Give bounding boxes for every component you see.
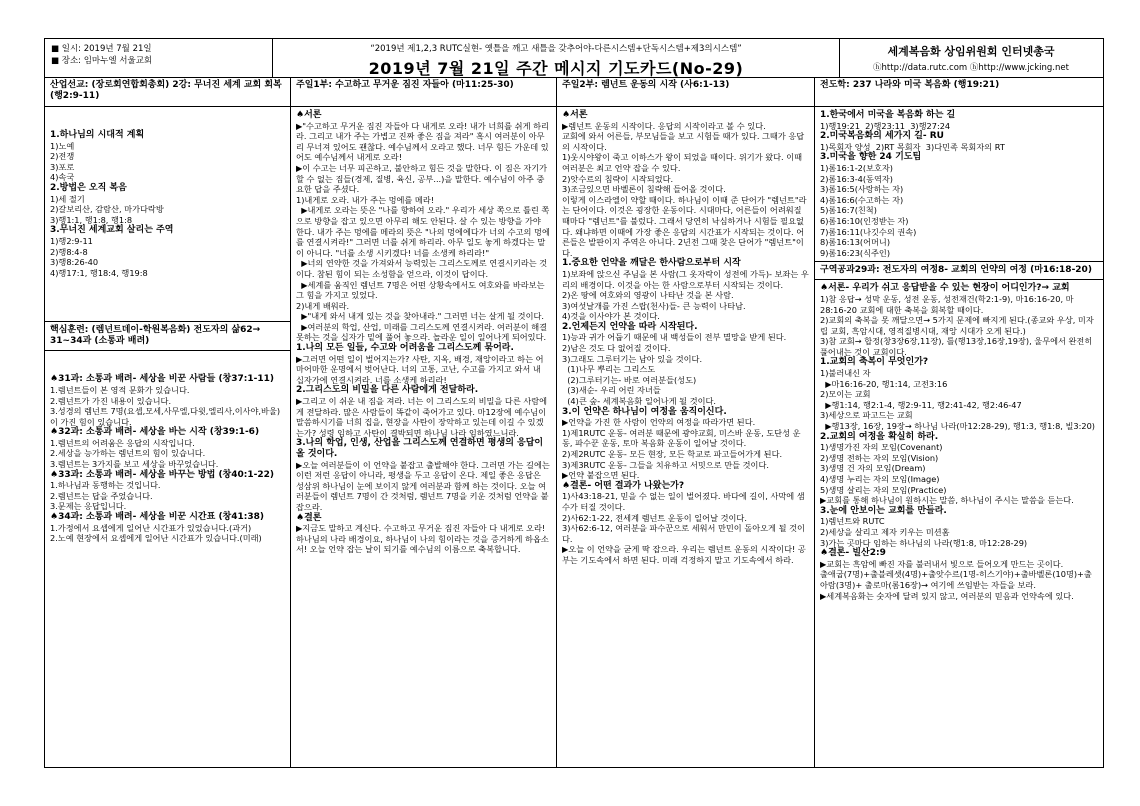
text-line: 교회에 와서 어른들, 부모님들을 보고 시험들 때가 있다. 그때가 응답의 시작이다.: [562, 131, 805, 152]
text-line: 1)세 절기: [50, 193, 85, 204]
text-line: 1)목회자 양성 2)RT 목회자 3)다민족 목회자의 RT: [820, 141, 1005, 152]
text-line: 1)참 응답→ 성막 운동, 성전 운동, 성전재건(학2:1-9), 마16:16-20, 마28:16-20 교회에 대한 축복을 회복할 때이다.: [820, 293, 1074, 315]
text-line: 3)조금있으면 바벨론이 침략해 들어올 것이다.: [562, 184, 726, 195]
text-line: ▶세계를 움직인 렘넌트 7명은 어떤 상황속에서도 여호와를 바라보는 그 힘을 가지고 있었다.: [296, 279, 548, 301]
text-line: ▶세계복음화는 숫자에 달려 있지 않고, 여러분의 믿음과 언약속에 있다.: [820, 590, 1074, 601]
title-box: [273, 39, 840, 77]
text-line: 2)모이는 교회: [820, 389, 871, 400]
section-heading: 2.교회의 여정을 확실히 하라.: [820, 431, 939, 442]
text-line: (1)나무 뿌리는 그리스도: [562, 364, 656, 375]
text-line: 1)행2:9-11: [50, 235, 93, 246]
section-heading: 1.한국에서 미국을 복음화 하는 길: [820, 110, 956, 120]
column-heading: 주일1부: 수고하고 무거운 짐진 자들아 (마11:25-30): [291, 77, 556, 107]
text-line: 1)능과 귀가 어둡기 때문에 내 백성들이 전부 멸망을 받게 된다.: [562, 332, 787, 343]
text-line: 2)교회의 축복을 못 깨달으면→ 5가지 문제에 빠지게 된다.(종교와 우상, 미자립 교회, 흑암시대, 영적질병시대, 재앙 시대가 오게 된다.): [820, 315, 1094, 336]
text-line: ▶너의 연약한 것을 가져와서 능력있는 그리스도께로 연결시키라는 것이다. 참된 힘이 되는 소성함을 얻으라, 이것이 답이다.: [296, 258, 548, 279]
section-heading: 1.나의 모든 일들, 수고와 어려움을 그리스도께 묶어라.: [296, 343, 514, 354]
text-line: 2)남은 것도 다 없어질 것이다.: [562, 343, 671, 354]
section-heading: 3.눈에 안보이는 교회를 만들라.: [820, 505, 947, 516]
text-line: 3)참 교회→ 합정(창3장6장,11장), 틀(행13장,16장,19장), 울무에서 완전히 풀어내는 것이 교회이다.: [820, 336, 1095, 357]
column-subheading: 핵심훈련: (렘넌트데이-학원복음화) 전도자의 삶62→ 31~34과 (소통과 배려): [45, 321, 290, 351]
text-line: ▶그러면 어떤 일이 벌어지는가? 사탄, 지옥, 배경, 재앙이라고 하는 어마어마한 운명에서 벗어난다. 너의 고통, 고난, 수고를 가지고 와서 내 십자가에 연결시켜라. 너를 소생케 하리라!: [296, 353, 544, 385]
text-line: ▶여러분의 학업, 산업, 미래를 그리스도께 연결시켜라. 여러분이 해결 못하는 것을 십자가 밑에 풀어 놓으라. 놀라운 일이 일어나게 되어있다.: [296, 321, 550, 343]
text-line: 출애굽(7명)+출블레셋(4명)+출앗수르(1명-히스기야)+출바벨론(10명)+출아람(3명)+ 출로마(롬16장)→ 여기에 쓰임받는 자들을 보라.: [820, 569, 1092, 590]
column-body: [296, 110, 551, 555]
section-heading: 3.나의 학업, 인생, 산업을 그리스도께 연결하면 평생의 응답이 올 것이다.: [296, 438, 547, 459]
column-heading: 주일2부: 렘넌트 운동의 시작 (사6:1-13): [557, 77, 814, 107]
text-line: 1)행19:21 2)행23:11 3)행27:24: [820, 120, 951, 131]
text-line: 3)세상으로 파고드는 교회: [820, 410, 913, 421]
section-heading: ♠서론: [562, 110, 588, 120]
section-heading: 2.방법은 오직 복음: [50, 182, 127, 193]
column-body: [562, 110, 809, 566]
section-heading: 3.이 언약은 하나님이 여정을 움직이신다.: [562, 406, 727, 417]
text-line: 2)앗수르의 침략이 시작되었다.: [562, 173, 674, 184]
section-heading: ♠31과: 소통과 배려- 세상을 비꾼 사람들 (창37:1-11): [50, 374, 275, 385]
section-heading: 1.하나님의 시대적 계획: [50, 130, 145, 140]
text-line: ▶지금도 말하고 계신다. 수고하고 무거운 짐진 자들아 다 내게로 오라!: [296, 523, 546, 534]
column-sunday-2: [557, 77, 815, 767]
text-line: 2)사62:1-22, 전세계 렘넌트 운동이 일어날 것이다.: [562, 512, 747, 523]
text-line: 9)롬16:23(식주인): [820, 247, 891, 258]
text-line: ▶"수고하고 무거운 짐진 자들아 다 내게로 오라! 내가 너희를 쉬게 하리라. 그리고 내가 주는 가볍고 진짜 좋은 짐을 져라" 혹시 여러분이 아무리 무너져 있어도 괜찮다. 예수님께서 오라고 했다. 너무 힘든 가운데 있어도 예수님께서 내게로 오라!: [296, 120, 549, 163]
section-heading: ♠34과: 소통과 배려- 세상을 비꾼 시간표 (창41:38): [50, 512, 265, 523]
text-line: 2)온 땅에 여호와의 영광이 나타난 것을 본 사람.: [562, 290, 734, 301]
text-line: 1)롬16:1-2(보호자): [820, 162, 893, 173]
text-line: (2)그루터기는- 바로 여러분들(성도): [562, 374, 697, 385]
text-line: 1)내게로 오라. 내가 주는 멍에를 메라!: [296, 194, 435, 205]
text-line: 4)속국: [50, 172, 75, 183]
slogan: “2019년 제1,2,3 RUTC실현- 옛틀을 깨고 새틀을 갖추어야-다른시스템+단독시스템+제3의시스템”: [370, 44, 742, 54]
text-line: 3)롬16:5(사랑하는 자): [820, 184, 904, 195]
text-line: 5)롬16:7(친척): [820, 205, 877, 216]
text-line: ▶오늘 이 언약을 굳게 딱 잡으라. 우리는 렘넌트 운동의 시작이다! 공부는 기도속에서 하면 된다. 미래 걱정하지 말고 기도속에서 하라.: [562, 544, 806, 565]
card-header: [45, 39, 1103, 78]
text-line: 2)전쟁: [50, 151, 75, 162]
column-heading: 산업선교: (장로회연합회총회) 2강: 무너진 세계 교회 회복 (행2:9-11): [45, 77, 290, 107]
section-heading: ♠결론: [296, 512, 322, 523]
column-body-2: [820, 283, 1098, 601]
text-line: 2)제2RUTC 운동- 모든 현장, 모든 학교로 파고들어가게 된다.: [562, 449, 783, 459]
text-line: 5)생명 살리는 자의 모임(Practice): [820, 484, 947, 495]
text-line: 2)행8:4-8: [50, 246, 88, 257]
section-heading: ♠32과: 소통과 배려- 세상을 바는 시작 (창39:1-6): [50, 427, 260, 438]
section-heading: 2.미국복음화의 세가지 길- RU: [820, 131, 944, 142]
text-line: 6)롬16:10(인정받는 자): [820, 215, 909, 226]
org-box: [839, 39, 1103, 77]
section-heading: ♠결론- 어떤 결과가 나왔는가?: [562, 480, 685, 491]
section-heading: ♠33과: 소통과 배려- 세상을 바꾸는 방법 (창40:1-22): [50, 469, 275, 480]
text-line: 1)렘넌트와 RUTC: [820, 516, 885, 527]
text-line: 1.가정에서 요셉에게 일어난 시간표가 있었습니다.(과거): [50, 522, 252, 533]
page-title: 2019년 7월 21일 주간 메시지 기도카드(No-29): [368, 59, 744, 78]
column-body: [50, 130, 285, 278]
text-line: 1)생명가진 자의 모임(Covenant): [820, 442, 943, 453]
text-line: 1)불러내신 자: [820, 368, 871, 379]
text-line: 1)노예: [50, 140, 75, 151]
text-line: 3.성경의 렘넌트 7명(요셉,모세,사무엘,다윗,엘리사,이사야,바울)이 가진 힘이 있습니다.: [50, 406, 281, 427]
text-line: 2)갈보리산, 감람산, 마가다락방: [50, 204, 164, 215]
text-line: 4)생명 누리는 자의 모임(Image): [820, 474, 940, 484]
text-line: ▶그리고 이 쉬운 내 짐을 져라. 너는 이 그리스도의 비밀을 다른 사람에게 전달하라. 많은 사람들이 똑같이 죽어가고 있다. 마12장에 예수님이 말씀하시기를 너희 집을, 현장을 사탄이 장악하고 있는데 이길 수 있겠는가? 성령 임하고 사탄이 결박되면 하나님 나라 임하였느니라.: [296, 396, 549, 438]
text-line: 1.하나님과 동행하는 것입니다.: [50, 480, 161, 491]
text-line: ▶언약을 가진 한 사람이 언약의 여정을 따라가면 된다.: [562, 417, 756, 428]
section-heading: 3.미국을 향한 24 기도팀: [820, 152, 922, 163]
column-industrial-mission: [45, 77, 291, 767]
text-line: 3.렘넌트는 3가지를 보고 세상을 바꾸었습니다.: [50, 459, 219, 470]
text-line: 2.노예 현장에서 요셉에게 일어난 시간표가 있습니다.(미래): [50, 533, 262, 544]
text-line: ▶"내게 와서 내게 있는 것을 찾아내라." 그러면 너는 살게 될 것이다.: [296, 311, 545, 322]
text-line: ▶교회를 통해 하나님이 원하시는 말씀, 하나님이 주시는 말씀을 듣는다.: [820, 495, 1074, 506]
text-line: ▶내게로 오라는 뜻은 "나를 향하여 오라." 우리가 세상 쪽으로 틀린 쪽으로 방향을 잡고 있으면 아무리 해도 안된다. 살 수 있는 방향을 가야 한다. 내가 주는 멍에를 메라의 뜻은 "나의 멍에에다가 너의 수고의 멍에를 연결시켜라!" 그러면 너를 쉬게 하리라. 아무 일도 놓게 하겠다는 말이 아니다. "너를 소생 시키겠다! 너를 소생케 하리라!": [296, 205, 550, 258]
text-line: 3)제3RUTC 운동- 그들을 치유하고 서밋으로 만들 것이다.: [562, 459, 769, 470]
text-line: 4)것을 이사야가 본 것이다.: [562, 311, 660, 322]
text-line: ▶교회는 흑암에 빠진 자를 불러내서 빛으로 들어오게 만드는 곳이다.: [820, 558, 1064, 569]
org-urls: ⓗhttp://data.rutc.com ⓗhttp://www.jcking.net: [873, 63, 1069, 73]
column-body-2: [50, 374, 285, 544]
text-line: ▶오늘 여러분들이 이 언약을 붙잡고 출발해야 한다. 그러면 가는 길에는 이런 저런 응답이 아니라, 평생을 두고 응답이 온다. 제일 좋은 응답은 성삼위 하나님이 눈에 보이지 않게 여러분과 함께 하는 것이다. 오늘 여러분들이 렘넌트 7명이 간 것처럼, 렘넌트 7명을 키운 것처럼 언약을 붙잡으라.: [296, 459, 553, 512]
text-line: 2.렘넌트가 가진 내용이 있습니다.: [50, 395, 172, 406]
text-line: 8)롬16:13(어머니): [820, 237, 891, 248]
date-place-box: [45, 39, 273, 77]
text-line: 1)사43:18-21, 믿을 수 없는 일이 벌어졌다. 바다에 길이, 사막에 샘수가 터질 것이다.: [562, 491, 805, 512]
text-line: 3)행1:1, 행1:8, 행1:8: [50, 214, 133, 225]
date-line: ■ 일시: 2019년 7월 21일: [51, 44, 152, 54]
text-line: ▶행1:14, 행2:1-4, 행2:9-11, 행2:41-42, 행2:46-47: [820, 399, 1022, 410]
section-heading: ♠서론- 우리가 쉬고 응답받을 수 있는 현장이 어디인가?→ 교회: [820, 283, 1070, 294]
text-line: 1)보좌에 앉으신 주님을 본 사람(그 옷자락이 성전에 가득)- 보좌는 우리의 배경이다. 이것을 아는 한 사람으로부터 시작되는 것이다.: [562, 268, 809, 290]
place-line: ■ 장소: 임마누엘 서울교회: [51, 56, 153, 66]
column-evangelism: [815, 77, 1103, 767]
text-line: ▶렘넌트 운동의 시작이다. 응답의 시작이라고 볼 수 있다.: [562, 120, 766, 131]
section-heading: 2.언제든지 언약을 따라 시작된다.: [562, 321, 698, 332]
column-sunday-1: [291, 77, 557, 767]
text-line: 7)롬16:11(나깃수의 권속): [820, 226, 917, 237]
text-line: 1)제1RUTC 운동- 여러분 때문에 광야교회, 미스바 운동, 도단성 운동, 파수꾼 운동, 토마 복음화 운동이 일어날 것이다.: [562, 427, 801, 449]
org-name: 세계복음화 상임위원회 인터넷총국: [887, 45, 1055, 58]
text-line: 3)포로: [50, 161, 75, 172]
section-heading: 2.그리스도의 비밀을 다른 사람에게 전달하라.: [296, 385, 479, 396]
text-line: ▶이 수고는 너무 피곤하고, 불안하고 힘든 것을 말한다. 이 짐은 자기가 할 수 없는 짐들(경제, 질병, 육신, 공부...)을 말한다. 예수님이 아주 중요한 답을 주셨다.: [296, 162, 550, 195]
text-line: 3)행8:26-40: [50, 257, 99, 268]
text-line: (4)큰 숲- 세계복음화 일어나게 될 것이다.: [562, 396, 717, 407]
text-line: ▶행13장, 16장, 19장→ 하나님 나라(마12:28-29), 행1:3, 행1:8, 빌3:20): [820, 421, 1095, 432]
text-line: 4)행17:1, 행18:4, 행19:8: [50, 267, 148, 278]
section-heading: 1.교회의 축복이 무엇인가?: [820, 357, 929, 368]
column-subheading: 구역공과29과: 전도자의 여정8- 교회의 언약의 여정 (마16:18-20): [815, 261, 1103, 280]
text-line: 2.렘넌트는 답을 주었습니다.: [50, 490, 153, 501]
text-line: 2)롬16:3-4(동역자): [820, 173, 893, 184]
section-heading: 1.중요한 언약을 깨달은 한사람으로부터 시작: [562, 258, 741, 269]
text-line: 2)내게 배워라.: [296, 300, 350, 311]
text-line: 하나님의 나라 배경이요, 하나님이 나의 힘이라는 것을 증거하게 하옵소서! 오늘 언약 잡는 날이 되기를 예수님의 이름으로 축복합니다.: [296, 533, 549, 555]
text-line: 4)롬16:6(수고하는 자): [820, 194, 904, 205]
text-line: (3)새순- 우리 어린 자녀들: [562, 385, 661, 396]
text-line: 이렇게 이스라엘이 약할 때이다. 하나님이 이때 준 단어가 "렘넌트"라는 단어이다. 이것은 굉장한 운동이다. 시대마다, 어른들이 어려워질 때마다 "렘넌트"를 불렀다. 그래서 당연히 낙심하거나 시험들 필요없다. 왜냐하면 이때에 가장 좋은 응답의 시간표가 시작되는 것이다. 어른들은 발판이지 주역은 아니다. 2년전 그때 찾은 단어가 "렘넌트"이다.: [562, 194, 807, 258]
text-line: ▶마16:16-20, 행1:14, 고전3:16: [820, 378, 948, 389]
text-line: 1.렘넌트의 어려움은 응답의 시작입니다.: [50, 437, 195, 448]
text-line: 3)가는 곳마다 임하는 하나님의 나라(행1:8, 마12:28-29): [820, 537, 1028, 548]
text-line: 3)그래도 그루터기는 남아 있을 것이다.: [562, 353, 703, 364]
prayer-card-page: [44, 38, 1104, 768]
text-line: 3.문제는 응답입니다.: [50, 501, 127, 512]
text-line: 2.세상을 능가하는 렘넌트의 힘이 있습니다.: [50, 448, 206, 459]
column-body: [820, 110, 1098, 258]
column-heading: 전도학: 237 나라와 미국 복음화 (행19:21): [815, 77, 1103, 107]
text-line: 2)생명 전하는 자의 모임(Vision): [820, 452, 939, 463]
text-line: 1)웃시야왕이 죽고 이하스가 왕이 되었을 때이다. 위기가 왔다. 이때 여러분은 최고 언약 잡을 수 있다.: [562, 152, 805, 173]
text-line: 3)사62:6-12, 여러분을 파수꾼으로 세워서 만민이 돌아오게 될 것이다.: [562, 523, 805, 544]
text-line: 3)여섯날개를 가진 스랍(천사)들- 큰 능력이 나타남.: [562, 300, 746, 311]
text-line: ▶언약 붙잡으면 된다.: [562, 470, 640, 481]
text-line: 2)세상을 살리고 제자 키우는 미션홈: [820, 526, 950, 537]
section-heading: 3.무너진 세계교회 살리는 주역: [50, 225, 174, 236]
section-heading: ♠서론: [296, 110, 322, 120]
text-line: 1.렘넌트들이 본 영적 문화가 있습니다.: [50, 384, 190, 395]
section-heading: ♠결론- 빌산2:9: [820, 548, 886, 559]
text-line: 3)생명 건 자의 모임(Dream): [820, 463, 926, 474]
